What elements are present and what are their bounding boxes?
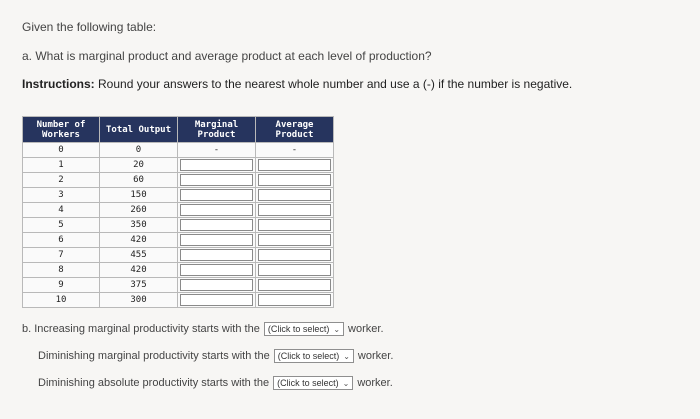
workers-cell: 5 bbox=[23, 218, 100, 233]
average-product-input[interactable] bbox=[258, 249, 331, 261]
question-b-diminishing-marginal bbox=[38, 349, 393, 363]
average-cell bbox=[256, 293, 334, 308]
chevron-down-icon: ⌄ bbox=[333, 324, 341, 334]
question-a: a. What is marginal product and average product at each level of production? bbox=[22, 49, 432, 63]
average-cell bbox=[256, 203, 334, 218]
workers-cell: 6 bbox=[23, 233, 100, 248]
marginal-product-input[interactable] bbox=[180, 264, 253, 276]
production-table bbox=[22, 116, 334, 308]
table-row bbox=[23, 188, 334, 203]
workers-cell: 2 bbox=[23, 173, 100, 188]
table-row bbox=[23, 263, 334, 278]
average-cell bbox=[256, 263, 334, 278]
question-b-text: Diminishing absolute productivity starts with the bbox=[38, 377, 270, 389]
table-row bbox=[23, 218, 334, 233]
question-b-suffix: worker. bbox=[348, 323, 384, 335]
output-cell: 150 bbox=[100, 188, 178, 203]
marginal-product-input[interactable] bbox=[180, 249, 253, 261]
workers-cell: 7 bbox=[23, 248, 100, 263]
average-product-input[interactable] bbox=[258, 294, 331, 306]
header-total-output: Total Output bbox=[100, 117, 178, 143]
marginal-product-input[interactable] bbox=[180, 219, 253, 231]
select-value: (Click to select) bbox=[277, 351, 340, 361]
header-workers: Number of Workers bbox=[23, 117, 100, 143]
average-cell bbox=[256, 233, 334, 248]
average-product-input[interactable] bbox=[258, 174, 331, 186]
output-cell: 300 bbox=[100, 293, 178, 308]
average-product-input[interactable] bbox=[258, 279, 331, 291]
workers-cell: 1 bbox=[23, 158, 100, 173]
average-product-input[interactable] bbox=[258, 189, 331, 201]
diminishing-absolute-select[interactable] bbox=[273, 376, 353, 390]
select-value: (Click to select) bbox=[267, 324, 330, 334]
question-b-increasing bbox=[22, 322, 384, 336]
workers-cell: 9 bbox=[23, 278, 100, 293]
average-cell bbox=[256, 173, 334, 188]
marginal-product-input[interactable] bbox=[180, 234, 253, 246]
marginal-product-input[interactable] bbox=[180, 159, 253, 171]
table-row bbox=[23, 173, 334, 188]
marginal-cell bbox=[178, 188, 256, 203]
marginal-cell bbox=[178, 293, 256, 308]
average-product-input[interactable] bbox=[258, 264, 331, 276]
question-b-text: b. Increasing marginal productivity starts with the bbox=[22, 323, 260, 335]
average-cell: - bbox=[256, 143, 334, 158]
question-b-suffix: worker. bbox=[357, 377, 393, 389]
marginal-cell bbox=[178, 218, 256, 233]
average-cell bbox=[256, 188, 334, 203]
marginal-cell bbox=[178, 278, 256, 293]
average-product-input[interactable] bbox=[258, 219, 331, 231]
average-cell bbox=[256, 158, 334, 173]
average-product-input[interactable] bbox=[258, 159, 331, 171]
table-row bbox=[23, 143, 334, 158]
marginal-cell bbox=[178, 203, 256, 218]
instructions bbox=[22, 77, 572, 91]
average-cell bbox=[256, 278, 334, 293]
table-row bbox=[23, 203, 334, 218]
marginal-cell: - bbox=[178, 143, 256, 158]
output-cell: 455 bbox=[100, 248, 178, 263]
increasing-marginal-select[interactable] bbox=[264, 322, 344, 336]
output-cell: 420 bbox=[100, 263, 178, 278]
workers-cell: 8 bbox=[23, 263, 100, 278]
marginal-cell bbox=[178, 233, 256, 248]
output-cell: 260 bbox=[100, 203, 178, 218]
average-product-input[interactable] bbox=[258, 204, 331, 216]
marginal-product-input[interactable] bbox=[180, 294, 253, 306]
diminishing-marginal-select[interactable] bbox=[274, 349, 354, 363]
instructions-label: Instructions: bbox=[22, 77, 95, 91]
workers-cell: 10 bbox=[23, 293, 100, 308]
marginal-cell bbox=[178, 248, 256, 263]
marginal-product-input[interactable] bbox=[180, 204, 253, 216]
chevron-down-icon: ⌄ bbox=[342, 378, 350, 388]
average-product-input[interactable] bbox=[258, 234, 331, 246]
workers-cell: 0 bbox=[23, 143, 100, 158]
workers-cell: 4 bbox=[23, 203, 100, 218]
marginal-cell bbox=[178, 173, 256, 188]
chevron-down-icon: ⌄ bbox=[343, 351, 350, 361]
output-cell: 350 bbox=[100, 218, 178, 233]
average-cell bbox=[256, 218, 334, 233]
marginal-cell bbox=[178, 158, 256, 173]
select-value: (Click to select) bbox=[277, 378, 339, 388]
output-cell: 420 bbox=[100, 233, 178, 248]
table-row bbox=[23, 158, 334, 173]
question-b-text: Diminishing marginal productivity starts with the bbox=[38, 350, 270, 362]
marginal-product-input[interactable] bbox=[180, 174, 253, 186]
output-cell: 20 bbox=[100, 158, 178, 173]
question-b-suffix: worker. bbox=[357, 350, 394, 362]
marginal-product-input[interactable] bbox=[180, 279, 253, 291]
average-cell bbox=[256, 248, 334, 263]
workers-cell: 3 bbox=[23, 188, 100, 203]
table-row bbox=[23, 233, 334, 248]
marginal-cell bbox=[178, 263, 256, 278]
marginal-product-input[interactable] bbox=[180, 189, 253, 201]
table-row bbox=[23, 293, 334, 308]
output-cell: 375 bbox=[100, 278, 178, 293]
header-average-product: Average Product bbox=[256, 117, 334, 143]
table-row bbox=[23, 278, 334, 293]
header-marginal-product: Marginal Product bbox=[178, 117, 256, 143]
question-b-diminishing-absolute bbox=[38, 376, 393, 390]
output-cell: 60 bbox=[100, 173, 178, 188]
output-cell: 0 bbox=[100, 143, 178, 158]
table-row bbox=[23, 248, 334, 263]
intro-text: Given the following table: bbox=[22, 20, 157, 34]
instructions-text: Round your answers to the nearest whole number and use a (-) if the number is negative. bbox=[94, 77, 573, 91]
